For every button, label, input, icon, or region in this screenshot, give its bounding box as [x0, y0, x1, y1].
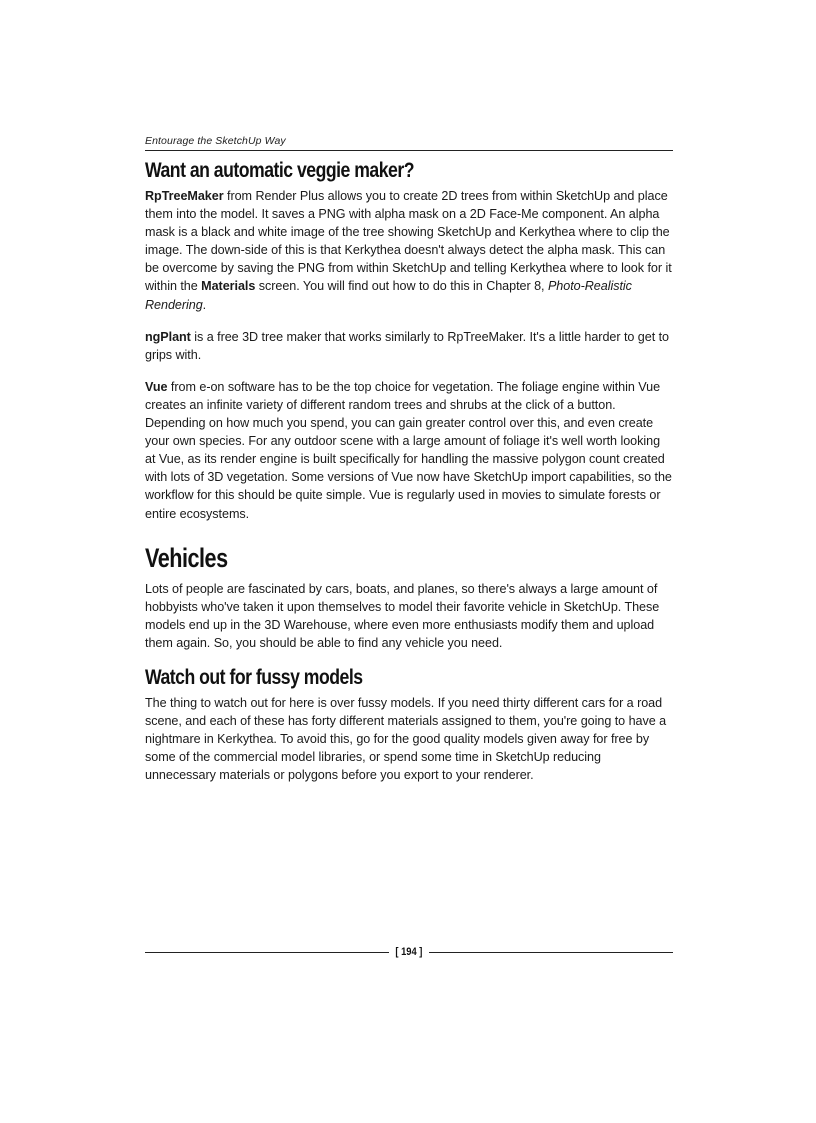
term-vue: Vue	[145, 379, 168, 394]
paragraph-ngplant	[145, 328, 673, 364]
term-materials: Materials	[201, 279, 256, 294]
footer-rule-left	[145, 952, 389, 953]
paragraph-text: screen. You will find out how to do this in Chapter 8,	[255, 279, 548, 294]
paragraph-text: from e-on software has to be the top choice for vegetation. The foliage engine within Vue creates an infinite variety of different random trees and shrubs at the click of a button. Depending on how much you spend, you can gain greater control over this, and even create your own species. For any outdoor scene with a large amount of foliage it's well worth looking at Vue, as its render engine is built specifically for handling the massive polygon count created with lots of 3D vegetation. Some versions of Vue now have SketchUp import capabilities, so the workflow for this should be quite simple. Vue is regularly used in movies to simulate forests or entire ecosystems.	[145, 379, 672, 521]
paragraph-rptreemaker	[145, 187, 673, 314]
chapter-title: Photo-Realistic Rendering	[145, 279, 632, 312]
paragraph-fussy-models: The thing to watch out for here is over fussy models. If you need thirty different cars for a road scene, and each of these has forty different materials assigned to them, you're going to have a nightmare in Kerkythea. To avoid this, go for the good quality models given away for free by some of the commercial model libraries, or spend some time in SketchUp reducing unnecessary materials or polygons before you export to your renderer.	[145, 695, 667, 783]
paragraph-text: from Render Plus allows you to create 2D trees from within SketchUp and place them into the model. It saves a PNG with alpha mask on a 2D Face-Me component. An alpha mask is a black and white image of the tree showing SketchUp and Kerkythea where to clip the image. The down-side of this is that Kerkythea doesn't always detect the alpha mask. This can be overcome by saving the PNG from within SketchUp and telling Kerkythea where to look for it within the	[145, 189, 672, 294]
term-rptreemaker: RpTreeMaker	[145, 189, 224, 203]
footer-rule-right	[429, 952, 673, 953]
paragraph-text: .	[202, 297, 207, 312]
running-header: Entourage the SketchUp Way	[145, 135, 673, 151]
page-content	[145, 135, 673, 798]
heading-veggie-maker: Want an automatic veggie maker?	[145, 159, 414, 182]
heading-fussy-models: Watch out for fussy models	[145, 665, 363, 689]
page-number: [ 194 ]	[395, 946, 423, 958]
paragraph-vue	[145, 378, 673, 523]
paragraph-vehicles: Lots of people are fascinated by cars, boats, and planes, so there's always a large amount of hobbyists who've taken it upon themselves to model their favorite vehicle in SketchUp. These models end up in the 3D Warehouse, where even more enthusiasts modify them and upload them again. So, you should be able to find any vehicle you need.	[145, 581, 660, 650]
term-ngplant: ngPlant	[145, 329, 191, 344]
heading-vehicles: Vehicles	[145, 542, 228, 573]
page-footer	[145, 944, 673, 960]
paragraph-text: is a free 3D tree maker that works similarly to RpTreeMaker. It's a little harder to get to grips with.	[145, 329, 670, 362]
